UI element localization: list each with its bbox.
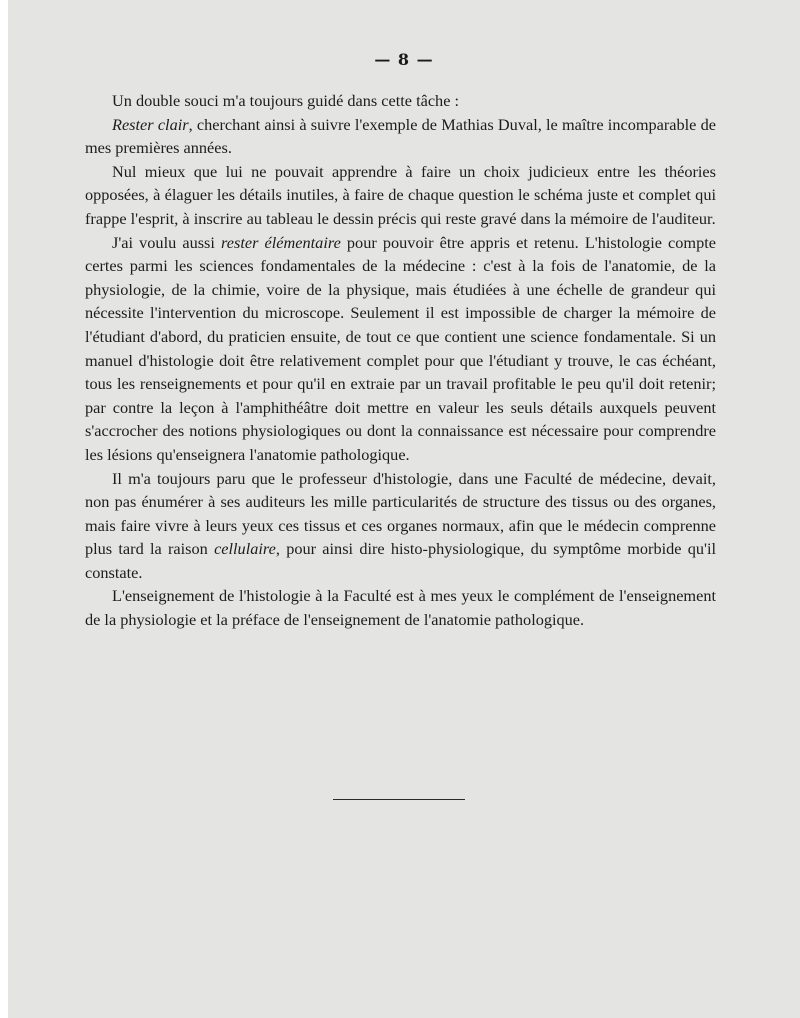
emphasis-rester-clair: Rester clair: [112, 114, 189, 134]
paragraph-5: [85, 467, 716, 585]
emphasis-cellulaire: cellulaire: [214, 539, 276, 559]
paragraph-4: [85, 231, 716, 467]
preface-text: [85, 89, 716, 632]
emphasis-rester-elementaire: rester élémentaire: [221, 232, 341, 252]
paragraph-5-lead: Il m'a toujours paru que le professeur d'histologie, dans une Faculté de médecine, devait, non pas énumérer à ses auditeurs les mille particularités de structure des tissus ou des organes, mais faire vivre à leurs yeux ces tissus et ces organes normaux, afin que le médecin comprenne plus tard la raison: [85, 468, 716, 559]
paragraph-4-lead: J'ai voulu aussi: [112, 232, 222, 252]
section-end-rule: [333, 799, 465, 800]
paragraph-4-text: pour pouvoir être appris et retenu. L'histologie compte certes parmi les sciences fondamentales de la médecine : c'est à la fois de l'anatomie, de la physiologie, de la chimie, voire de la physique, mais étudiées à une échelle de grandeur qui nécessite l'intervention du microscope. Seulement il est impossible de charger la mémoire de l'étudiant d'abord, du praticien ensuite, de tout ce que contient une science fondamentale. Si un manuel d'histologie doit être relativement complet pour que l'étudiant y trouve, le cas échéant, tous les renseignements et pour qu'il en extraie par un travail profitable le peu qu'il doit retenir; par contre la leçon à l'amphithéâtre doit mettre en valeur les seuls détails auxquels peuvent s'accrocher des notions physiologiques ou dont la connaissance est nécessaire pour comprendre les lésions qu'enseignera l'anatomie pathologique.: [85, 232, 716, 464]
page-number: — 8 —: [374, 50, 434, 69]
paragraph-1: Un double souci m'a toujours guidé dans cette tâche :: [112, 91, 460, 110]
paragraph-2: [85, 113, 716, 160]
paragraph-6: L'enseignement de l'histologie à la Faculté est à mes yeux le complément de l'enseignement de la physiologie et la préface de l'enseignement de l'anatomie pathologique.: [85, 586, 716, 630]
paragraph-2-text: , cherchant ainsi à suivre l'exemple de Mathias Duval, le maître incomparable de mes premières années.: [85, 114, 716, 158]
paragraph-3: Nul mieux que lui ne pouvait apprendre à faire un choix judicieux entre les théories opposées, à élaguer les détails inutiles, à faire de chaque question le schéma juste et complet qui frappe l'esprit, à inscrire au tableau le dessin précis qui reste gravé dans la mémoire de l'auditeur.: [85, 161, 716, 228]
paragraph-5-text: , pour ainsi dire histo-physiologique, du symptôme morbide qu'il constate.: [85, 539, 717, 582]
